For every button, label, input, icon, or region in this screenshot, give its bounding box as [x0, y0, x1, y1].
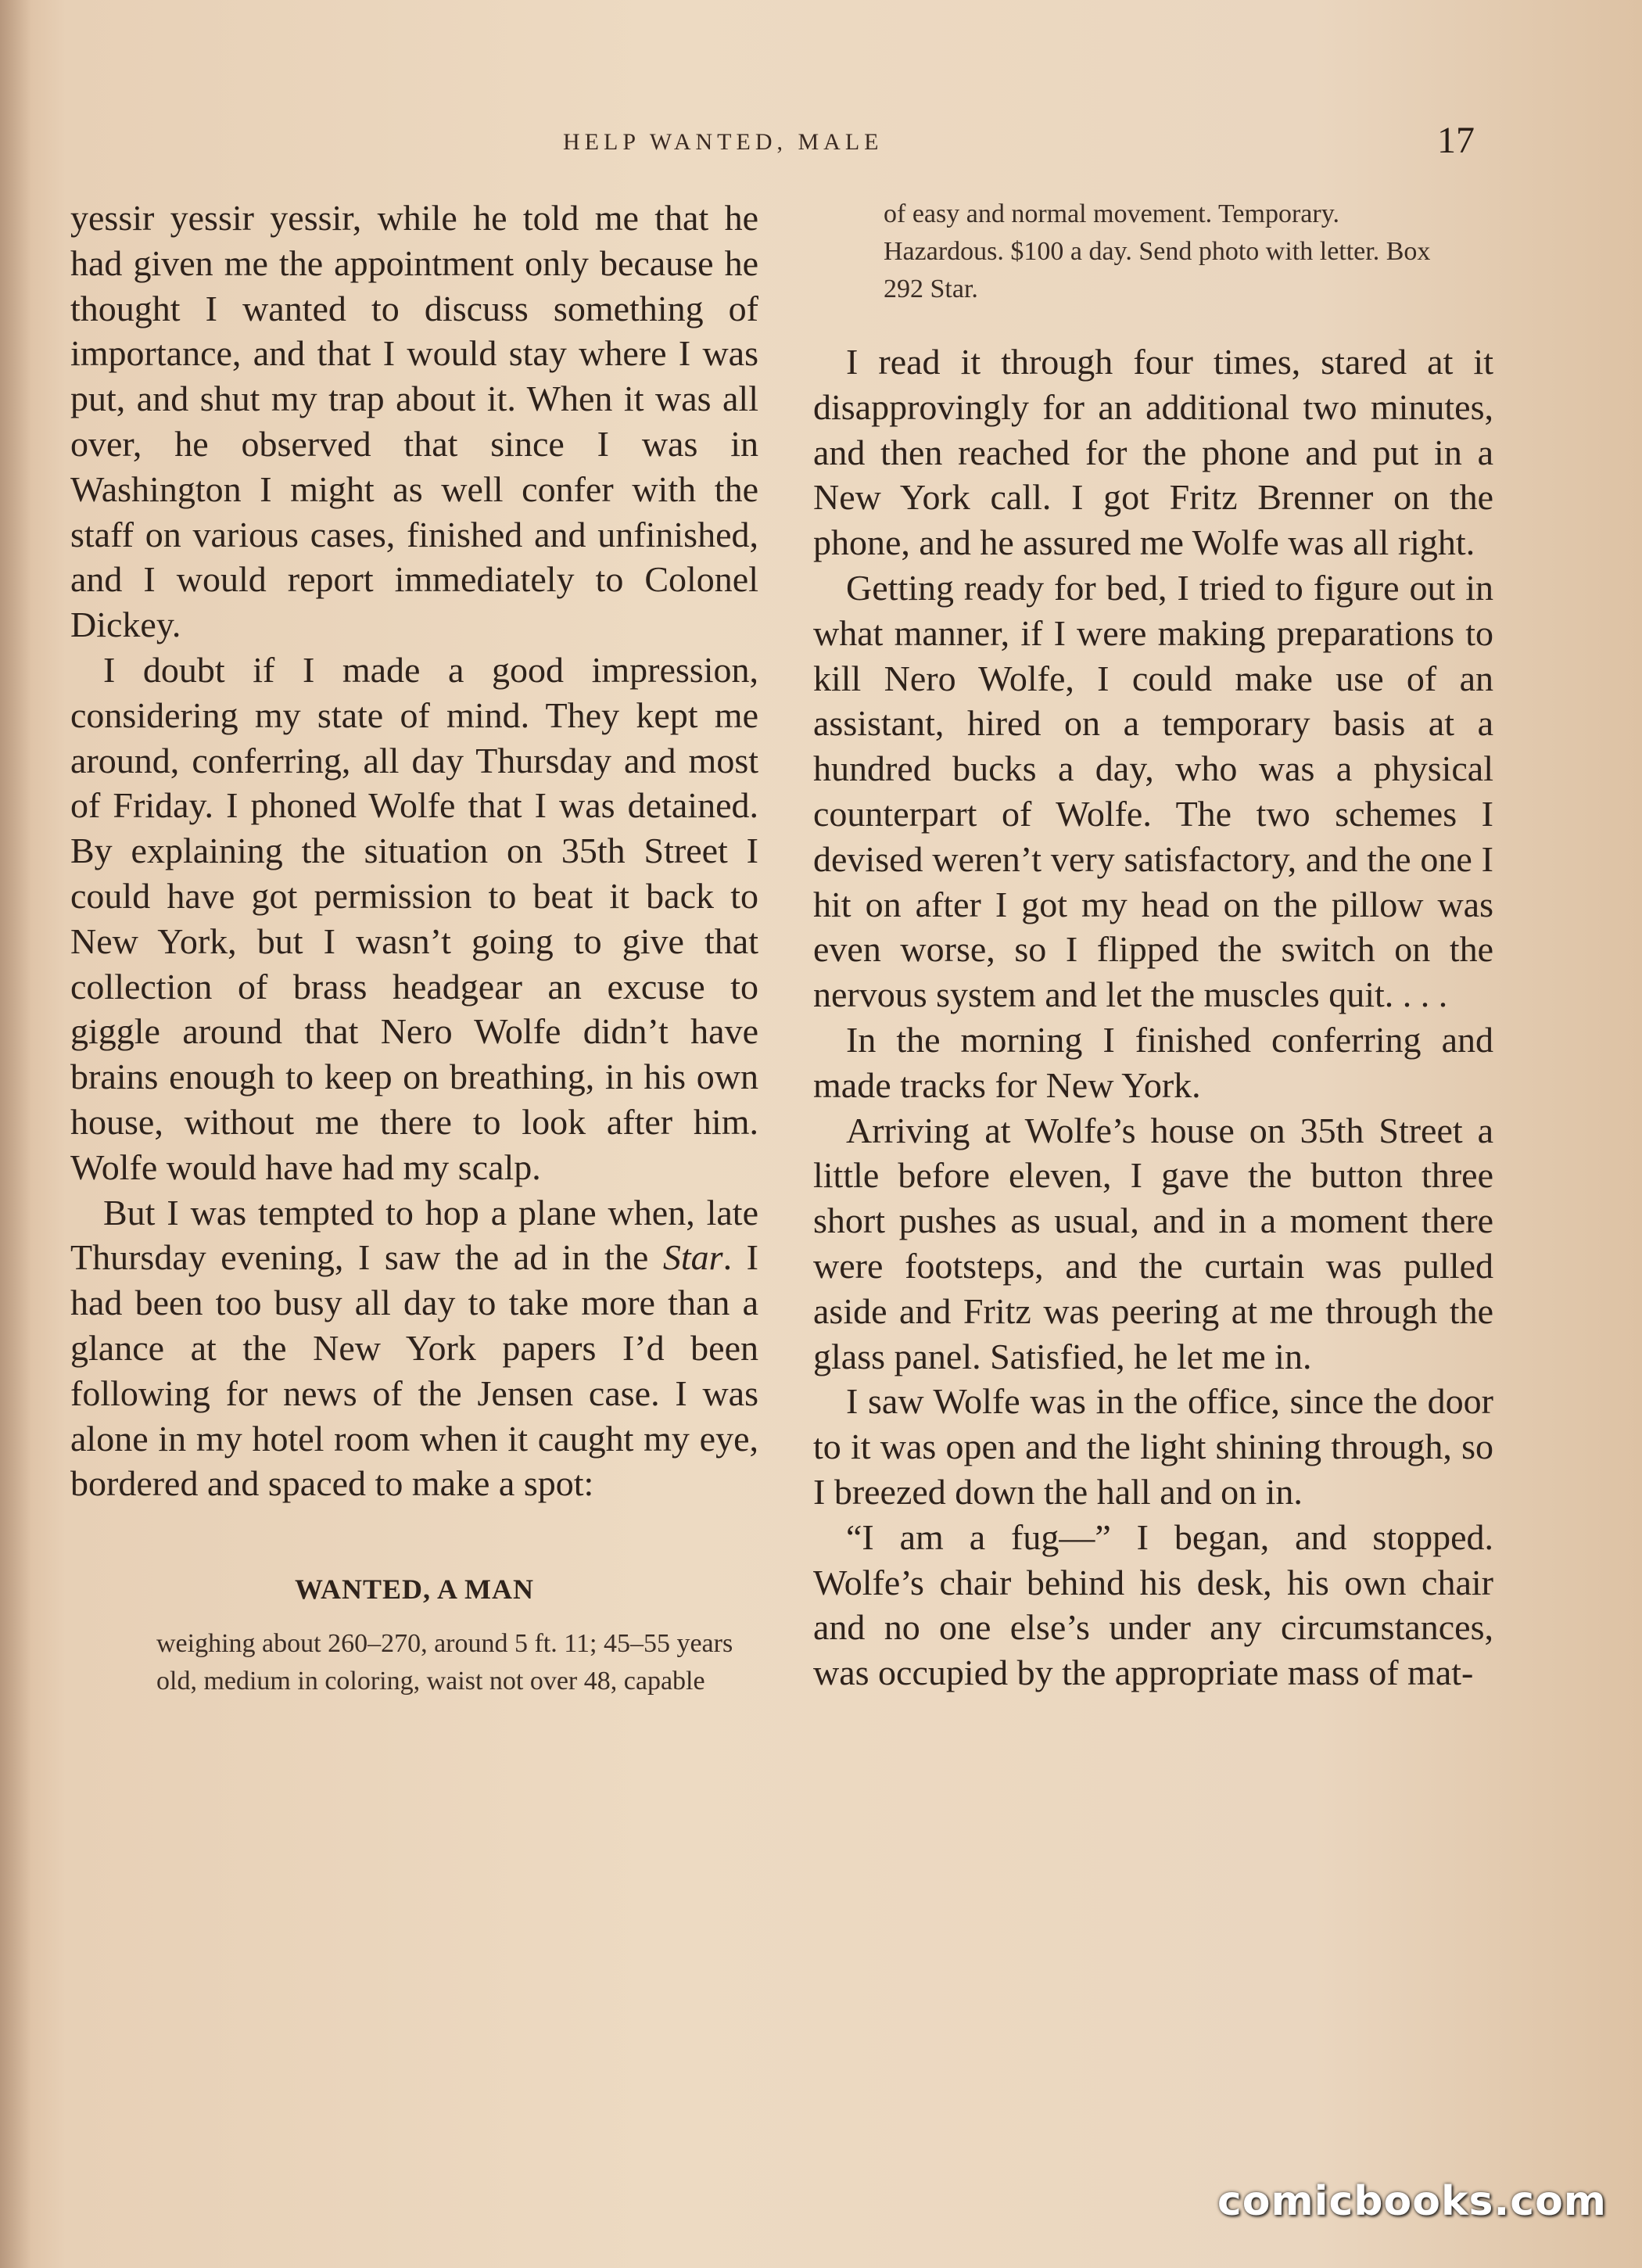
newspaper-name: Star	[662, 1237, 723, 1278]
right-paragraph-3: In the morning I finished conferring and made tracks for New York.	[813, 1019, 1493, 1105]
ad-heading: WANTED, A MAN	[294, 1574, 535, 1606]
left-paragraph-1: yessir yessir yessir, while he told me that he had given me the appointment only because he thought I wanted to discuss something of importance, and that I would stay where I was put, and shut my trap about it. When it was all over, he observed that since I was in Washington I might as well confer with the staff on various cases, finished and unfinished, and I would report immediately to Colonel Dickey.	[70, 198, 758, 645]
right-paragraph-1: I read it through four times, stared at it disapprovingly for an additional two minutes, and then reached for the phone and put in a New York call. I got Fritz Brenner on the phone, and he assured me Wolfe was all right.	[813, 342, 1493, 563]
right-column	[813, 196, 1493, 1696]
left-column	[70, 196, 758, 1700]
left-paragraph-3-start: But I was tempted to hop a plane when, late Thursday evening, I saw the ad in the	[70, 1192, 758, 1278]
page-number: 17	[1437, 120, 1475, 161]
right-paragraph-2: Getting ready for bed, I tried to figure out in what manner, if I were making preparations to kill Nero Wolfe, I could make use of an assistant, hired on a temporary basis at a hundred bucks a day, who was a physical counterpart of Wolfe. The two schemes I devised weren’t very satisfactory, and the one I hit on after I got my head on the pillow was even worse, so I flipped the switch on the nervous system and let the muscles quit. . . .	[813, 567, 1493, 1015]
page-binding-shadow	[0, 0, 31, 2268]
left-paragraph-3-end: . I had been too busy all day to take more than a glance at the New York papers I’d been following for news of the Jensen case. I was alone in my hotel room when it caught my eye, bordered and spaced to make a spot:	[70, 1237, 758, 1504]
right-paragraph-5: I saw Wolfe was in the office, since the door to it was open and the light shining through, so I breezed down the hall and on in.	[813, 1381, 1493, 1512]
ad-text: weighing about 260–270, around 5 ft. 11; 45–55 years old, medium in coloring, waist not over 48, capable	[156, 1629, 733, 1696]
left-paragraph-3	[70, 1190, 758, 1507]
right-paragraph-4: Arriving at Wolfe’s house on 35th Street a little before eleven, I gave the button three short pushes as usual, and in a moment there were footsteps, and the curtain was pulled aside and Fritz was peering at me through the glass panel. Satisfied, he let me in.	[813, 1110, 1493, 1376]
classified-ad	[70, 1570, 758, 1700]
ad-text-continued: of easy and normal movement. Temporary. Hazardous. $100 a day. Send photo with letter. Box 292 Star.	[884, 199, 1431, 303]
left-paragraph-2: I doubt if I made a good impression, considering my state of mind. They kept me around, conferring, all day Thursday and most of Friday. I phoned Wolfe that I was detained. By explaining the situation on 35th Street I could have got permission to beat it back to New York, but I wasn’t going to give that collection of brass headgear an excuse to giggle around that Nero Wolfe didn’t have brains enough to keep on breathing, in his own house, without me there to look after him. Wolfe would have had my scalp.	[70, 649, 758, 1187]
site-watermark: comicbooks.com	[1217, 2178, 1607, 2225]
right-paragraph-6: “I am a fug—” I began, and stopped. Wolfe’s chair behind his desk, his own chair and no one else’s under any circumstances, was occupied by the appropriate mass of mat-	[813, 1516, 1493, 1693]
running-head: HELP WANTED, MALE	[563, 129, 884, 155]
